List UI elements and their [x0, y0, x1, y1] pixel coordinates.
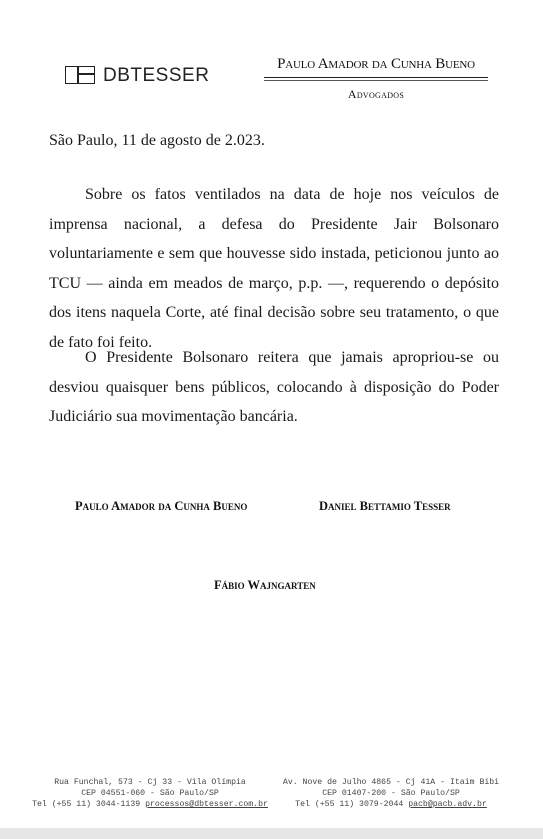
dbtesser-logo: [65, 64, 209, 86]
footer-left-contact: [25, 799, 275, 810]
paragraph-1: Sobre os fatos ventilados na data de hoje nos veículos de imprensa nacional, a defesa do Presidente Jair Bolsonaro voluntariamente e sem que houvesse sido instada, peticionou junto ao TCU — ainda em meados de março, p.p. —, requerendo o depósito dos itens naquela Corte, até final decisão sobre seu tratamento, o que de fato foi feito.: [49, 186, 499, 351]
dbtesser-logo-text: DBTESSER: [103, 64, 210, 86]
footer-address-right: [266, 777, 516, 810]
signature-paulo-amador: Paulo Amador da Cunha Bueno: [75, 499, 248, 513]
paragraph-2: O Presidente Bolsonaro reitera que jamais apropriou-se ou desviou quaisquer bens públicos, colocando à disposição do Poder Judiciário sua movimentação bancária.: [49, 349, 499, 425]
footer-right-email-link[interactable]: pacb@pacb.adv.br: [408, 800, 487, 809]
footer-left-tel: Tel (+55 11) 3044-1139: [32, 800, 141, 809]
firm-name: Paulo Amador da Cunha Bueno: [277, 56, 475, 72]
firm-logo: [262, 56, 490, 102]
footer-left-address: Rua Funchal, 573 - Cj 33 - Vila Olímpia: [54, 778, 246, 787]
firm-rule-divider: [264, 77, 488, 78]
date-line: São Paulo, 11 de agosto de 2.023.: [49, 132, 265, 149]
signature-daniel-tesser: Daniel Bettamio Tesser: [319, 499, 451, 513]
footer-left-cep: CEP 04551-060 - São Paulo/SP: [81, 789, 219, 798]
page-bottom-edge: [0, 828, 543, 839]
footer-right-cep: CEP 01407-200 - São Paulo/SP: [322, 789, 460, 798]
footer-right-contact: [266, 799, 516, 810]
footer-left-email-link[interactable]: processos@dbtesser.com.br: [145, 800, 268, 809]
dbtesser-logo-icon: [65, 66, 95, 84]
signature-fabio-wajngarten: Fábio Wajngarten: [214, 578, 316, 592]
firm-subtitle: Advogados: [347, 87, 405, 101]
firm-rule-divider-thin: [264, 80, 488, 81]
footer-right-tel: Tel (+55 11) 3079-2044: [295, 800, 404, 809]
footer-address-left: [25, 777, 275, 810]
footer-right-address: Av. Nove de Julho 4865 - Cj 41A - Itaim Bibi: [282, 778, 500, 787]
